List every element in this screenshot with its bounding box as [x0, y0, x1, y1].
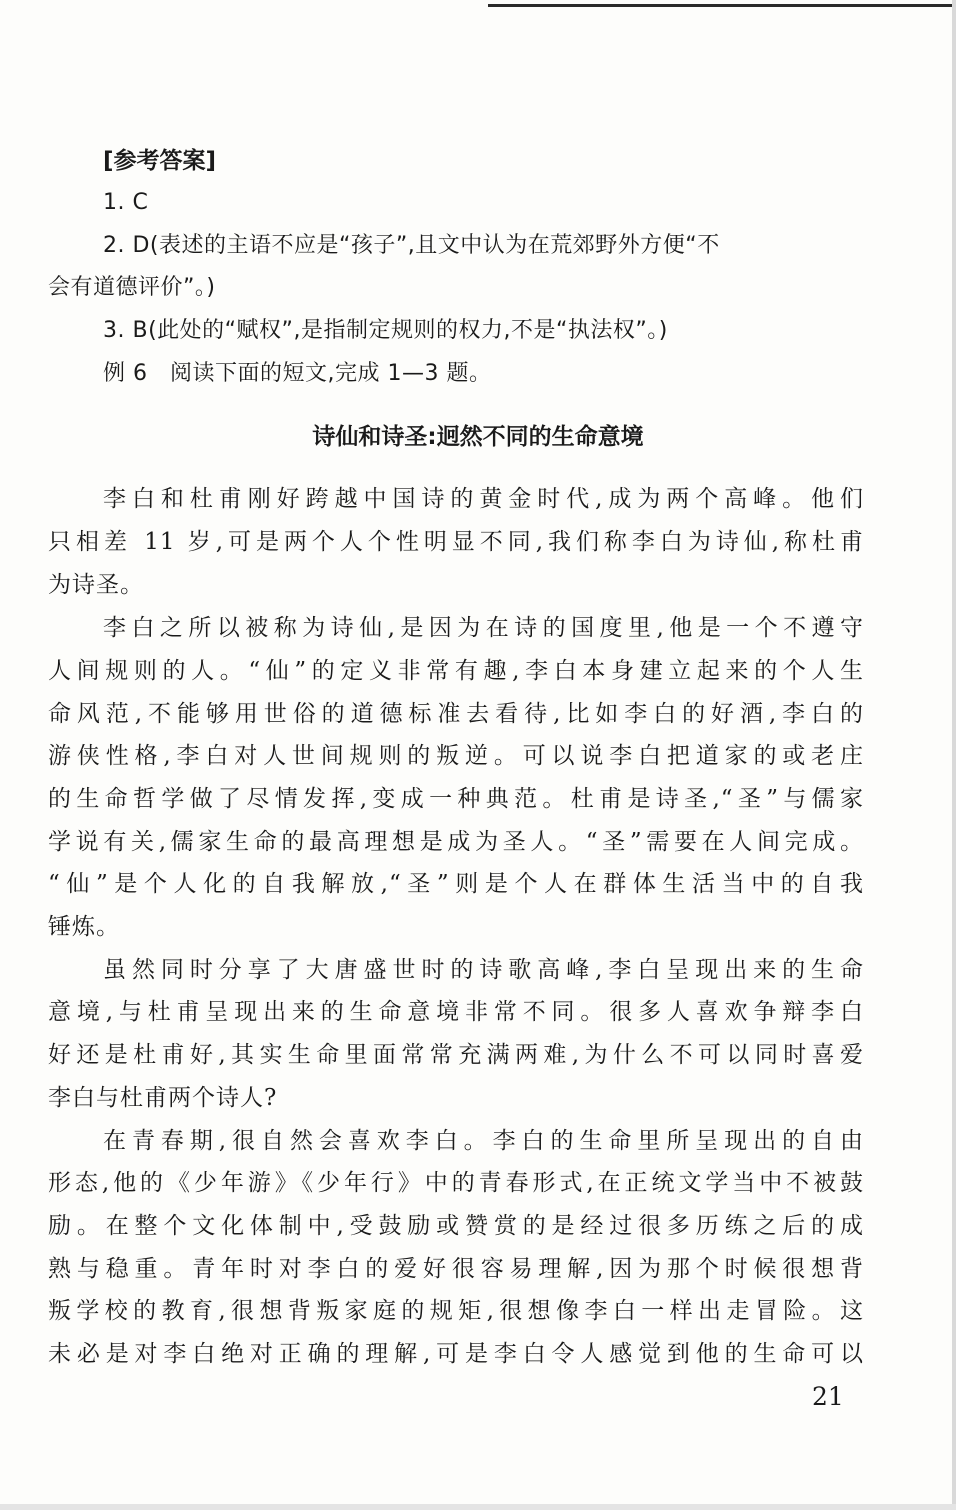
answer-item-2-continued: 会有道德评价”。) — [48, 275, 216, 300]
article-line: 形态,他的《少年游》《少年行》中的青春形式,在正统文学当中不被鼓 — [48, 1170, 864, 1196]
article-line: 李白与杜甫两个诗人? — [48, 1085, 278, 1111]
answers-heading: [参考答案] — [103, 148, 217, 174]
page-bottom-edge — [0, 1504, 956, 1510]
article-line: 学说有关,儒家生命的最高理想是成为圣人。“圣”需要在人间完成。 — [48, 829, 864, 855]
article-title: 诗仙和诗圣:迥然不同的生命意境 — [312, 424, 644, 450]
article-line: 李白之所以被称为诗仙,是因为在诗的国度里,他是一个不遵守 — [103, 615, 864, 641]
article-line: 未必是对李白绝对正确的理解,可是李白令人感觉到他的生命可以 — [48, 1341, 864, 1367]
article-line: 在青春期,很自然会喜欢李白。李白的生命里所呈现出的自由 — [103, 1128, 864, 1154]
article-line: 李白和杜甫刚好跨越中国诗的黄金时代,成为两个高峰。他们 — [103, 486, 864, 512]
article-line: 锤炼。 — [48, 914, 120, 940]
article-line: 虽然同时分享了大唐盛世时的诗歌高峰,李白呈现出来的生命 — [103, 957, 864, 983]
article-line: 叛学校的教育,很想背叛家庭的规矩,很想像李白一样出走冒险。这 — [48, 1298, 864, 1324]
article-line: 命风范,不能够用世俗的道德标准去看待,比如李白的好酒,李白的 — [48, 701, 864, 727]
top-rule — [488, 4, 956, 7]
article-line: “仙”是个人化的自我解放,“圣”则是个人在群体生活当中的自我 — [48, 871, 864, 897]
answer-item-1: 1. C — [103, 190, 149, 215]
example-prompt: 例 6 阅读下面的短文,完成 1—3 题。 — [103, 361, 492, 386]
article-line: 只相差 11 岁,可是两个人个性明显不同,我们称李白为诗仙,称杜甫 — [48, 529, 864, 555]
article-line: 的生命哲学做了尽情发挥,变成一种典范。杜甫是诗圣,“圣”与儒家 — [48, 786, 864, 812]
article-line: 励。在整个文化体制中,受鼓励或赞赏的是经过很多历练之后的成 — [48, 1213, 864, 1239]
answer-item-3: 3. B(此处的“赋权”,是指制定规则的权力,不是“执法权”。) — [103, 318, 668, 343]
page-edge — [952, 0, 956, 1510]
article-line: 意境,与杜甫呈现出来的生命意境非常不同。很多人喜欢争辩李白 — [48, 999, 864, 1025]
article-line: 好还是杜甫好,其实生命里面常常充满两难,为什么不可以同时喜爱 — [48, 1042, 864, 1068]
article-line: 为诗圣。 — [48, 572, 144, 598]
answer-item-2: 2. D(表述的主语不应是“孩子”,且文中认为在荒郊野外方便“不 — [103, 233, 720, 258]
article-line: 熟与稳重。青年时对李白的爱好很容易理解,因为那个时候很想背 — [48, 1256, 864, 1282]
article-line: 人间规则的人。“仙”的定义非常有趣,李白本身建立起来的个人生 — [48, 658, 864, 684]
article-line: 游侠性格,李白对人世间规则的叛逆。可以说李白把道家的或老庄 — [48, 743, 864, 769]
page-number: 21 — [812, 1382, 844, 1411]
